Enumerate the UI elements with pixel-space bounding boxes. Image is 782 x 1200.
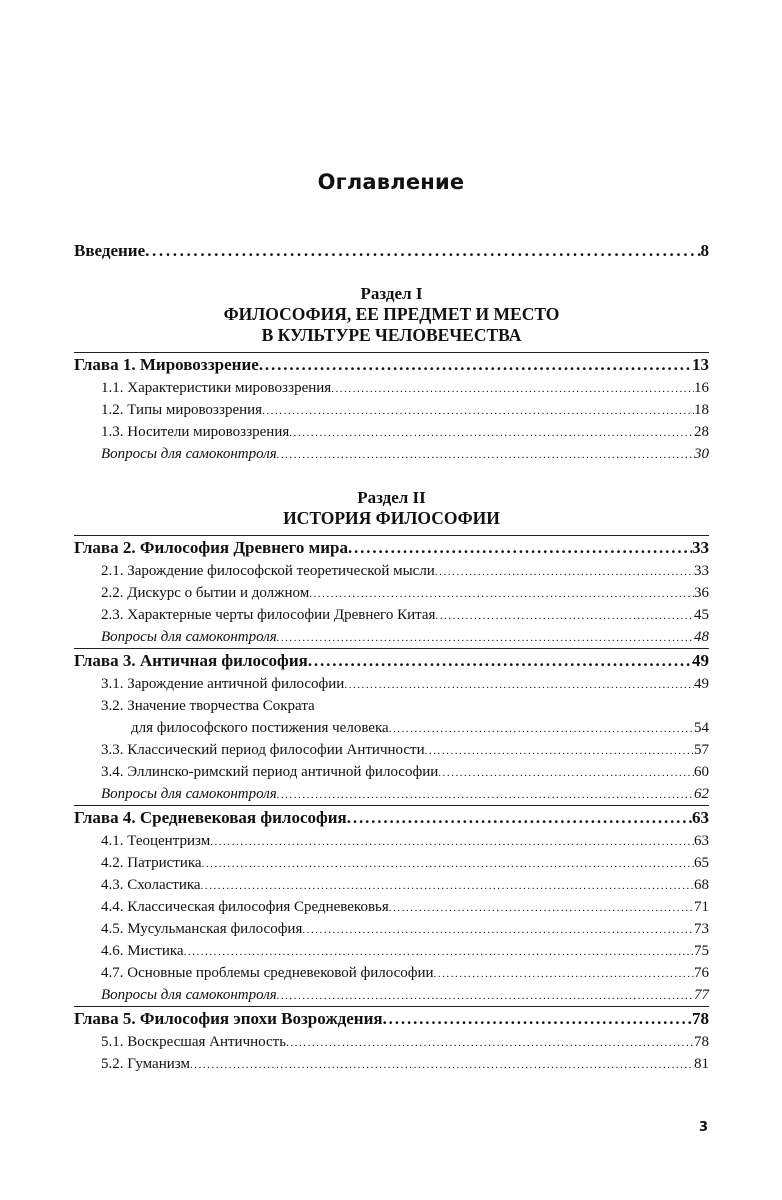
toc-entry-label: 2.3. Характерные черты философии Древнего Китая bbox=[101, 607, 436, 623]
toc-subentry[interactable] bbox=[74, 739, 709, 761]
toc-chapter[interactable] bbox=[74, 352, 709, 377]
dot-leader bbox=[308, 649, 692, 673]
toc-page-number: 65 bbox=[694, 855, 709, 871]
toc-entry-label: Глава 1. Мировоззрение bbox=[74, 355, 259, 374]
section-number: Раздел I bbox=[360, 284, 423, 303]
toc-subentry[interactable] bbox=[74, 1053, 709, 1075]
toc-entry-label: 4.1. Теоцентризм bbox=[101, 833, 211, 849]
toc-chapter[interactable] bbox=[74, 805, 709, 830]
toc-subentry[interactable] bbox=[74, 852, 709, 874]
section-title-line: ФИЛОСОФИЯ, ЕЕ ПРЕДМЕТ И МЕСТО bbox=[223, 304, 560, 324]
toc-entry-label: Глава 5. Философия эпохи Возрождения bbox=[74, 1009, 383, 1028]
toc-chapter[interactable] bbox=[74, 535, 709, 560]
toc-questions[interactable] bbox=[74, 443, 709, 465]
toc-subentry-first-line[interactable] bbox=[74, 695, 709, 717]
toc-entry-label: Глава 3. Античная философия bbox=[74, 651, 308, 670]
section-heading bbox=[74, 487, 709, 529]
toc-page-number: 63 bbox=[692, 808, 709, 827]
toc-entry-label: 2.2. Дискурс о бытии и должном bbox=[101, 585, 310, 601]
toc-page-number: 57 bbox=[694, 742, 709, 758]
toc-entry-label: 3.4. Эллинско-римский период античной философии bbox=[101, 764, 439, 780]
toc-page-number: 36 bbox=[694, 585, 709, 601]
toc-subentry[interactable] bbox=[74, 1031, 709, 1053]
dot-leader bbox=[438, 761, 694, 784]
toc-entry-label: Введение bbox=[74, 241, 146, 260]
dot-leader bbox=[289, 421, 694, 444]
toc-entry-label: Вопросы для самоконтроля bbox=[101, 629, 277, 645]
dot-leader bbox=[383, 1007, 692, 1031]
dot-leader bbox=[277, 626, 694, 649]
dot-leader bbox=[344, 673, 694, 696]
toc-subentry[interactable] bbox=[74, 940, 709, 962]
toc-page-number: 8 bbox=[700, 241, 709, 260]
toc-subentry[interactable] bbox=[74, 582, 709, 604]
toc-entry-label: 1.3. Носители мировоззрения bbox=[101, 424, 290, 440]
toc-entry-label: 3.1. Зарождение античной философии bbox=[101, 676, 345, 692]
dot-leader bbox=[389, 717, 694, 740]
toc-entry-label: Вопросы для самоконтроля bbox=[101, 446, 277, 462]
toc-page-number: 33 bbox=[692, 538, 709, 557]
toc-entry-label: 4.6. Мистика bbox=[101, 943, 184, 959]
section-number: Раздел II bbox=[357, 488, 426, 507]
toc-page-number: 49 bbox=[692, 651, 709, 670]
toc-entry-label: Глава 4. Средневековая философия bbox=[74, 808, 347, 827]
table-of-contents bbox=[74, 238, 709, 1075]
dot-leader bbox=[262, 399, 694, 422]
toc-entry-label: 4.2. Патристика bbox=[101, 855, 202, 871]
dot-leader bbox=[348, 536, 692, 560]
toc-questions[interactable] bbox=[74, 783, 709, 805]
toc-subentry[interactable] bbox=[74, 874, 709, 896]
dot-leader bbox=[190, 1053, 694, 1076]
toc-entry-label: 3.3. Классический период философии Античности bbox=[101, 742, 425, 758]
dot-leader bbox=[309, 582, 694, 605]
toc-page-number: 33 bbox=[694, 563, 709, 579]
dot-leader bbox=[435, 604, 694, 627]
toc-entry-intro[interactable] bbox=[74, 238, 709, 264]
toc-entry-label: 5.2. Гуманизм bbox=[101, 1056, 190, 1072]
toc-page-number: 60 bbox=[694, 764, 709, 780]
toc-page-number: 62 bbox=[694, 786, 709, 802]
toc-entry-label: 4.5. Мусульманская философия bbox=[101, 921, 303, 937]
toc-entry-label: Вопросы для самоконтроля bbox=[101, 987, 277, 1003]
toc-entry-label: 1.2. Типы мировоззрения bbox=[101, 402, 263, 418]
section-heading bbox=[74, 283, 709, 346]
toc-entry-label: 5.1. Воскресшая Античность bbox=[101, 1034, 287, 1050]
page-number: 3 bbox=[698, 1120, 708, 1135]
toc-chapter[interactable] bbox=[74, 1006, 709, 1031]
toc-page-number: 81 bbox=[694, 1056, 709, 1072]
dot-leader bbox=[277, 443, 694, 466]
dot-leader bbox=[425, 739, 694, 762]
dot-leader bbox=[184, 940, 694, 963]
dot-leader bbox=[277, 984, 694, 1007]
dot-leader bbox=[277, 783, 694, 806]
toc-page-number: 75 bbox=[694, 943, 709, 959]
toc-page-number: 78 bbox=[694, 1034, 709, 1050]
toc-subentry[interactable] bbox=[74, 377, 709, 399]
toc-page-number: 71 bbox=[694, 899, 709, 915]
dot-leader bbox=[202, 852, 694, 875]
toc-entry-label: 2.1. Зарождение философской теоретической мысли bbox=[101, 563, 435, 579]
toc-entry-label: 4.4. Классическая философия Средневековья bbox=[101, 899, 389, 915]
toc-entry-label: Глава 2. Философия Древнего мира bbox=[74, 538, 348, 557]
dot-leader bbox=[210, 830, 694, 853]
toc-page-number: 73 bbox=[694, 921, 709, 937]
dot-leader bbox=[201, 874, 694, 897]
toc-subentry[interactable] bbox=[74, 604, 709, 626]
page-title: Оглавление bbox=[317, 170, 465, 194]
toc-page-number: 77 bbox=[694, 987, 709, 1003]
toc-subentry[interactable] bbox=[74, 830, 709, 852]
toc-page-number: 16 bbox=[694, 380, 709, 396]
toc-entry-label: 1.1. Характеристики мировоззрения bbox=[101, 380, 332, 396]
toc-subentry[interactable] bbox=[74, 962, 709, 984]
toc-subentry[interactable] bbox=[74, 896, 709, 918]
dot-leader bbox=[286, 1031, 694, 1054]
dot-leader bbox=[259, 353, 692, 377]
toc-entry-label: 3.2. Значение творчества Сократа bbox=[101, 698, 315, 714]
toc-page-number: 63 bbox=[694, 833, 709, 849]
toc-page-number: 76 bbox=[694, 965, 709, 981]
toc-page-number: 18 bbox=[694, 402, 709, 418]
section-title-line: ИСТОРИЯ ФИЛОСОФИИ bbox=[283, 508, 500, 528]
toc-page-number: 28 bbox=[694, 424, 709, 440]
dot-leader bbox=[145, 238, 700, 264]
toc-page-number: 13 bbox=[692, 355, 709, 374]
toc-entry-label: 4.7. Основные проблемы средневековой философии bbox=[101, 965, 434, 981]
toc-subentry[interactable] bbox=[74, 399, 709, 421]
dot-leader bbox=[302, 918, 694, 941]
dot-leader bbox=[347, 806, 692, 830]
toc-chapter[interactable] bbox=[74, 648, 709, 673]
toc-subentry[interactable] bbox=[74, 918, 709, 940]
toc-subentry[interactable] bbox=[74, 761, 709, 783]
toc-entry-label: для философского постижения человека bbox=[131, 720, 389, 736]
toc-subentry[interactable] bbox=[74, 673, 709, 695]
toc-page-number: 49 bbox=[694, 676, 709, 692]
toc-entry-label: Вопросы для самоконтроля bbox=[101, 786, 277, 802]
toc-page-number: 68 bbox=[694, 877, 709, 893]
toc-subentry-second-line[interactable] bbox=[74, 717, 709, 739]
toc-page-number: 45 bbox=[694, 607, 709, 623]
dot-leader bbox=[331, 377, 694, 400]
dot-leader bbox=[434, 962, 694, 985]
toc-subentry[interactable] bbox=[74, 560, 709, 582]
dot-leader bbox=[435, 560, 694, 583]
section-title-line: В КУЛЬТУРЕ ЧЕЛОВЕЧЕСТВА bbox=[261, 325, 522, 345]
toc-entry-label: 4.3. Схоластика bbox=[101, 877, 201, 893]
toc-questions[interactable] bbox=[74, 626, 709, 648]
toc-page-number: 30 bbox=[694, 446, 709, 462]
toc-page-number: 48 bbox=[694, 629, 709, 645]
toc-page-number: 54 bbox=[694, 720, 709, 736]
toc-subentry[interactable] bbox=[74, 421, 709, 443]
dot-leader bbox=[389, 896, 694, 919]
toc-questions[interactable] bbox=[74, 984, 709, 1006]
toc-page-number: 78 bbox=[692, 1009, 709, 1028]
